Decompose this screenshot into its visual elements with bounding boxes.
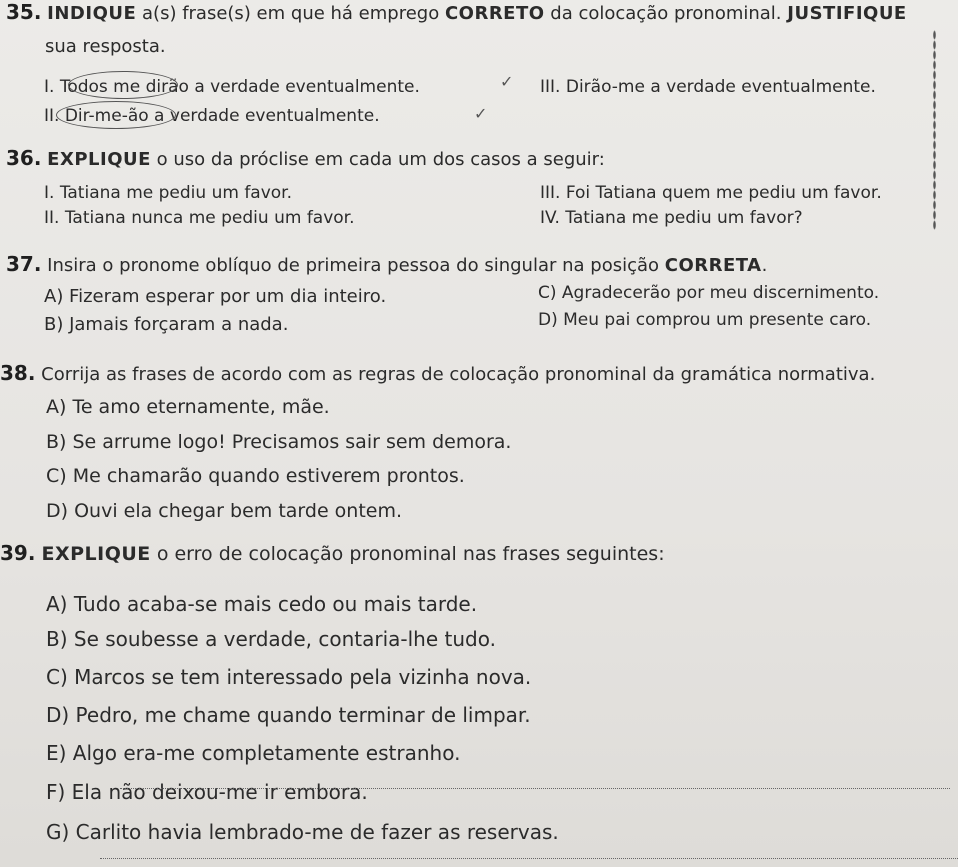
q36-item-3: III. Foi Tatiana quem me pediu um favor. xyxy=(540,183,882,203)
q39-item-a: A) Tudo acaba-se mais cedo ou mais tarde. xyxy=(46,592,478,616)
q39-item-e: E) Algo era-me completamente estranho. xyxy=(46,741,461,765)
q36-number: 36. xyxy=(6,146,42,170)
q37-item-c: C) Agradecerão por meu discernimento. xyxy=(538,283,880,303)
q38-heading xyxy=(0,361,875,385)
q35-text1: a(s) frase(s) em que há emprego xyxy=(136,3,445,24)
q38-text: Corrija as frases de acordo com as regras de colocação pronominal da gramática normativa. xyxy=(35,364,876,385)
binding-dots xyxy=(933,30,936,230)
q38-item-a: A) Te amo eternamente, mãe. xyxy=(46,396,330,418)
q39-text: o erro de colocação pronominal nas frases seguintes: xyxy=(150,543,665,565)
q36-item-1: I. Tatiana me pediu um favor. xyxy=(44,183,293,203)
q35-number: 35. xyxy=(6,0,42,24)
q37-item-d: D) Meu pai comprou um presente caro. xyxy=(538,310,872,330)
q37-end: . xyxy=(761,255,768,276)
q35-keyword-indique: INDIQUE xyxy=(47,3,137,24)
q37-text: Insira o pronome oblíquo de primeira pessoa do singular na posição xyxy=(41,255,665,276)
q35-keyword-justifique: JUSTIFIQUE xyxy=(787,3,907,24)
q36-item-4: IV. Tatiana me pediu um favor? xyxy=(540,208,803,228)
q35-item-2: II. Dir-me-ão a verdade eventualmente. xyxy=(44,106,380,126)
q39-heading xyxy=(0,541,665,565)
q38-item-c: C) Me chamarão quando estiverem prontos. xyxy=(46,465,465,487)
q37-number: 37. xyxy=(6,252,42,276)
q39-item-c: C) Marcos se tem interessado pela vizinha nova. xyxy=(46,665,532,689)
answer-line xyxy=(120,788,950,789)
q39-item-g: G) Carlito havia lembrado-me de fazer as reservas. xyxy=(46,820,559,844)
q39-item-f: F) Ela não deixou-me ir embora. xyxy=(46,780,368,804)
q35-item-3: III. Dirão-me a verdade eventualmente. xyxy=(540,77,876,97)
q36-item-2: II. Tatiana nunca me pediu um favor. xyxy=(44,208,355,228)
q38-number: 38. xyxy=(0,361,36,385)
q36-text: o uso da próclise em cada um dos casos a seguir: xyxy=(150,149,605,170)
handwritten-circle-mark xyxy=(56,101,176,129)
handwritten-check-mark: ✓ xyxy=(500,72,514,91)
q35-line2: sua resposta. xyxy=(45,36,166,57)
q38-item-d: D) Ouvi ela chegar bem tarde ontem. xyxy=(46,500,403,522)
q36-keyword: EXPLIQUE xyxy=(47,149,151,170)
q37-item-b: B) Jamais forçaram a nada. xyxy=(44,314,289,335)
q39-keyword: EXPLIQUE xyxy=(41,543,151,565)
q37-keyword: CORRETA xyxy=(664,255,762,276)
q35-keyword-correto: CORRETO xyxy=(444,3,545,24)
q38-item-b: B) Se arrume logo! Precisamos sair sem demora. xyxy=(46,431,512,453)
answer-line xyxy=(100,858,958,859)
q35-item-1: I. Todos me dirão a verdade eventualmente. xyxy=(44,77,420,97)
q39-number: 39. xyxy=(0,541,36,565)
q39-item-d: D) Pedro, me chame quando terminar de limpar. xyxy=(46,703,531,727)
q39-item-b: B) Se soubesse a verdade, contaria-lhe tudo. xyxy=(46,627,496,651)
handwritten-check-mark: ✓ xyxy=(474,104,488,123)
handwritten-circle-mark xyxy=(68,71,178,99)
q37-item-a: A) Fizeram esperar por um dia inteiro. xyxy=(44,286,387,307)
q35-heading xyxy=(6,0,907,24)
q37-heading xyxy=(6,252,767,276)
q35-text2: da colocação pronominal. xyxy=(544,3,788,24)
q36-heading xyxy=(6,146,605,170)
